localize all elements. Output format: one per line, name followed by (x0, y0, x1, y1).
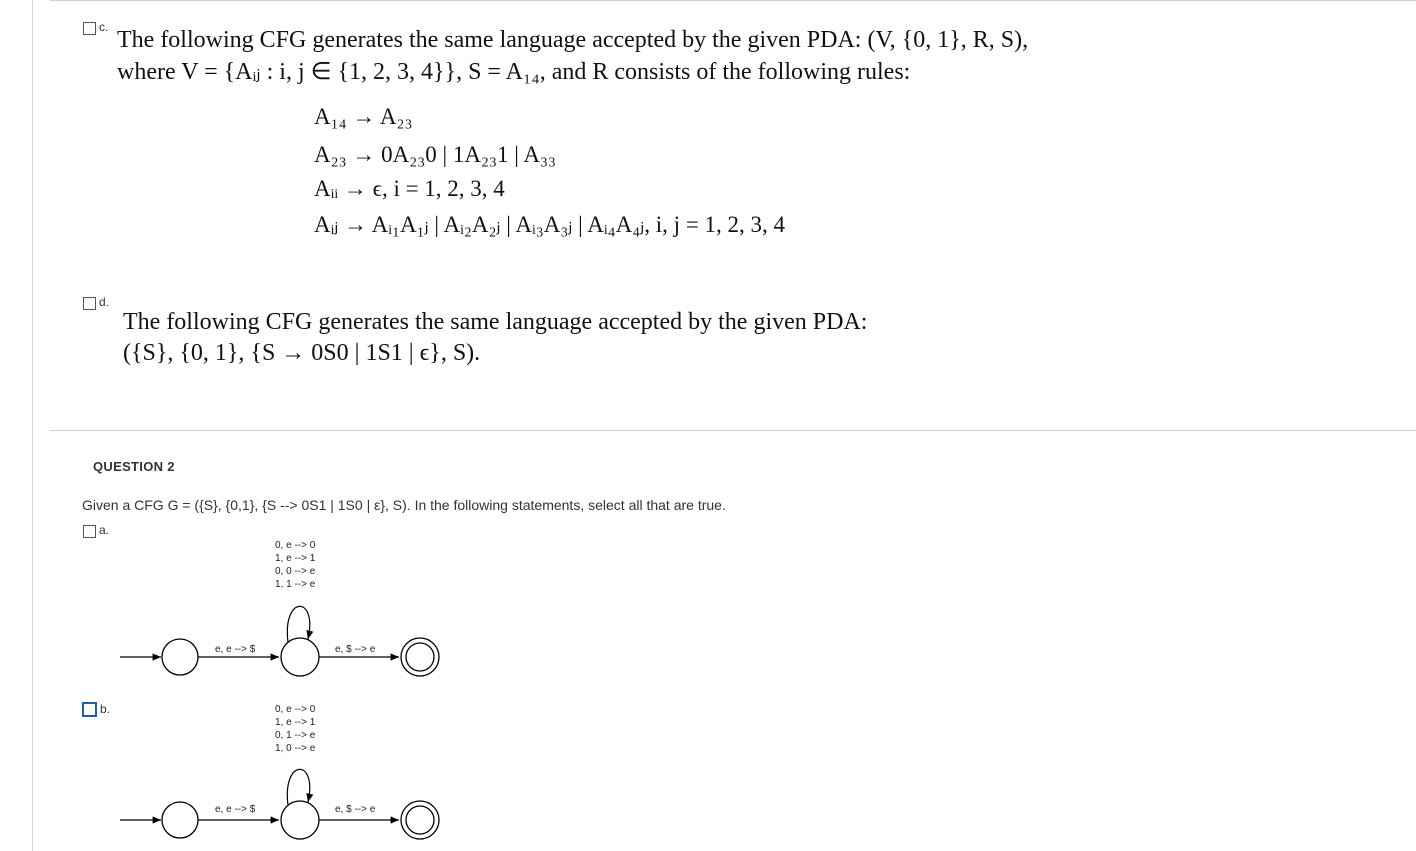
option-a-pda-diagram (110, 535, 450, 685)
option-a-edge-1-label: e, e --> $ (215, 644, 256, 655)
option-a-state-accept (401, 638, 439, 676)
option-a-loop-label-1: 0, e --> 0 (275, 540, 316, 551)
content-top-border (50, 0, 1416, 1)
option-b-checkbox[interactable] (82, 702, 97, 717)
option-b-state-accept (401, 801, 439, 839)
option-d-checkbox[interactable] (83, 297, 96, 310)
option-a-edge-2-label: e, $ --> e (335, 644, 376, 655)
option-c-rule-1: A₁₄ → A₂₃ (314, 104, 413, 129)
question-2-title: QUESTION 2 (93, 459, 175, 474)
content-left-border (32, 0, 33, 851)
option-b-loop-label-1: 0, e --> 0 (275, 704, 316, 715)
option-b-state-loop (281, 801, 319, 839)
option-c-rule-4: Aᵢⱼ → Aᵢ₁A₁ⱼ | Aᵢ₂A₂ⱼ | Aᵢ₃A₃ⱼ | Aᵢ₄A₄ⱼ, i, j = 1, 2, 3, 4 (314, 212, 786, 237)
option-c-rule-2: A₂₃ → 0A₂₃0 | 1A₂₃1 | A₃₃ (314, 142, 557, 167)
option-b-edge-2-label: e, $ --> e (335, 804, 376, 815)
option-b-edge-1-label: e, e --> $ (215, 804, 256, 815)
option-c-checkbox[interactable] (83, 22, 96, 35)
option-d-line-2: ({S}, {0, 1}, {S → 0S0 | 1S1 | ϵ}, S). (123, 340, 481, 366)
option-a-loop-label-4: 1, 1 --> e (275, 579, 316, 590)
option-c-line-1: The following CFG generates the same language accepted by the given PDA: (V, {0, 1}, R, S), (117, 27, 1029, 53)
option-b-pda-diagram (110, 698, 450, 851)
option-b-loop-label-4: 1, 0 --> e (275, 743, 316, 754)
option-d-letter: d. (99, 295, 110, 309)
option-a-checkbox[interactable] (83, 525, 96, 538)
option-b-letter: b. (100, 702, 111, 716)
option-a-state-start (162, 639, 198, 675)
option-c-rule-3: Aᵢᵢ → ϵ, i = 1, 2, 3, 4 (314, 176, 505, 201)
option-a-self-loop (287, 606, 309, 642)
option-d-line-1: The following CFG generates the same language accepted by the given PDA: (123, 309, 868, 335)
question-divider (50, 430, 1416, 431)
option-b-loop-label-2: 1, e --> 1 (275, 717, 316, 728)
option-a-loop-label-3: 0, 0 --> e (275, 566, 316, 577)
option-c-letter: c. (99, 20, 109, 34)
option-a-state-loop (281, 638, 319, 676)
option-a-loop-label-2: 1, e --> 1 (275, 553, 316, 564)
option-a-letter: a. (99, 523, 110, 537)
option-c-line-2: where V = {Aᵢⱼ : i, j ∈ {1, 2, 3, 4}}, S = A₁₄, and R consists of the following rules: (117, 59, 911, 85)
option-b-self-loop (287, 769, 309, 805)
question-2-text: Given a CFG G = ({S}, {0,1}, {S --> 0S1 | 1S0 | ε}, S). In the following statements, select all that are true. (82, 497, 726, 513)
option-b-loop-label-3: 0, 1 --> e (275, 730, 316, 741)
option-b-state-start (162, 802, 198, 838)
